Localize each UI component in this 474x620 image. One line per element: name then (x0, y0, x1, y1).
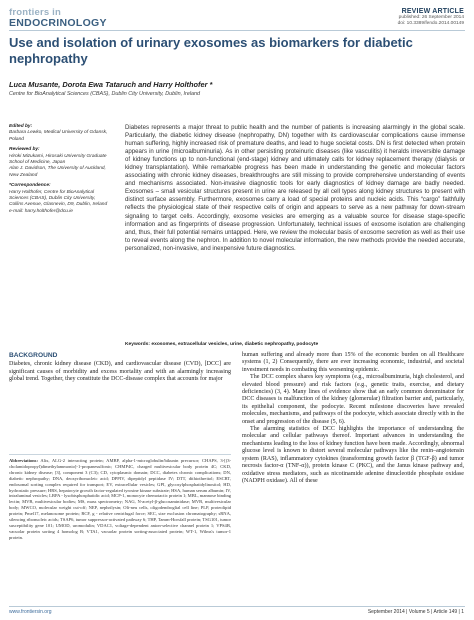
abstract: Diabetes represents a major threat to public health and the number of patients is increasing alarmingly in the global scale. Particularly, the diabetic kidney disease (nephropathy, DN) together with its cardiovascular complications cause immense human suffering, highly increased risk of premature deaths, and lead to huge societal costs. DN is first detected when protein appears in urine (microalbuminuria). As in other persisting proteinuric diseases (like vasculitis) it heralds irreversible damage of kidney functions up to non-functional (end-stage) kidney and ultimately calls for kidney replacement therapy (dialysis or kidney transplantation). While remarkable progress has been made in understanding the genetic and molecular factors associating with chronic kidney diseases, breakthroughs are still missing to provide comprehensive understanding of events and mechanisms associated. Non-invasive diagnostic tools for early diagnostics of kidney damage are badly needed. Exosomes – small vesicular structures present in urine are released by all cell types along kidney structures to present with distinct surface assembly. Furthermore, exosomes carry a load of special proteins and nucleic acids. This “cargo” faithfully reflects the physiological state of their respective cells of origin and appears to serve as a new pathway for down-stream signaling to target cells. Accordingly, exosome vesicles are emerging as a valuable source for disease stage-specific information and as fingerprints of disease progression. Unfortunately, technical issues of exosome isolation are challenging and, thus, their full potential remains untapped. Here, we review the molecular basis of exosome secretion as well as their use to reveal events along the nephron. In addition to novel molecular information, the new methods provide the needed accurate, personalized, non-invasive, and inexpensive future diagnostics. (125, 124, 465, 252)
footer-divider (9, 606, 465, 607)
reviewed-by-label: Reviewed by: (9, 147, 40, 153)
section-heading-background: BACKGROUND (9, 352, 58, 359)
editorial-sidebar (9, 124, 109, 219)
edited-by: Barbara Lewko, Medical University of Gdansk, Poland (9, 130, 108, 142)
journal-website-link[interactable]: www.frontiersin.org (9, 609, 52, 615)
edited-by-label: Edited by: (9, 124, 33, 129)
keywords (125, 342, 465, 347)
published-date: published: 26 September 2014 (398, 15, 464, 20)
article-title: Use and isolation of urinary exosomes as biomarkers for diabetic nephropathy (9, 35, 413, 66)
doi[interactable]: doi: 10.3389/fendo.2014.00149 (397, 20, 464, 26)
author-list: Luca Musante, Dorota Ewa Tataruch and Harry Holthofer * (9, 80, 213, 89)
correspondence-label: *Correspondence: (9, 183, 51, 189)
left-column (9, 352, 231, 384)
journal-name-line2: ENDOCRINOLOGY (9, 17, 107, 29)
correspondence: Harry Holthofer, Centre for BioAnalytical Sciences (CBAS), Dublin City University, Collins Avenue, Glasnevin, D9, Dublin, Ireland e-mail: harry.holthofer@dcu.ie (9, 189, 108, 214)
body-paragraph: The DCC complex shares key symptoms (e.g., microalbuminuria, high cholesterol, and elevated blood pressure) and risk factors (e.g., genetic traits, exercise, and dietary deficiencies) (3, 4). Many lines of evidence show that an early common denominator for DCC diseases is malfunction of the kidney (glomerular) filtration barrier and, particularly, its epithelial component, the podocyte. Recent milestone discoveries have revealed molecules, mechanisms, and pathways of the podocyte, which associate directly with in the onset and progression of the disease (5, 6). (242, 374, 464, 425)
abbreviations-block (9, 458, 231, 541)
body-paragraph: human suffering and already more than 15% of the economic burden on all Healthcare systems (1, 2) Consequently, there are ever increasing economic, industrial, and societal investment needs in combating this worsening epidemic. (242, 352, 464, 373)
journal-logo (9, 7, 107, 29)
reviewed-by: Hiroki Mizukami, Hirosaki University Graduate School of Medicine, Japan Alan J. Davidson, The University of Auckland, New Zealand (9, 153, 107, 178)
keywords-list: exosomes, extracellular vesicles, urine, diabetic nephropathy, podocyte (151, 342, 319, 347)
keywords-label: Keywords: (125, 342, 151, 347)
abbreviations-text: Alix, ALG-2 interacting protein; AMBP, alpha-1-microglobulin/bikunin precursor; CHAPS, 3-[(3-cholamidopropyl)dimethylammonio]-1-propanesulfonic; CHMP4C, charged multivesicular body protein 4C; CKD, chronic kidney disease; [3], component 3 (C3); CD, cytoplasmic domain; DCC, diabetes chronic complications; DN, diabetic nephropathy; DNA, deoxyribonucleic acid; DPPIV, dipeptidyl peptidase IV; DTT, dithiothreitol; ESCRT, endosomal sorting complex required for transport; EV, extracellular vesicles; GPI, glycosylphosphatidylinositol; HD, hydrostatic pressure; HRS, hepatocyte growth factor-regulated tyrosine kinase substrate; HSA, human serum albumin; IV, intraluminal vesicles; LBPA - lysobisphosphatidic acid; MCP-1, monocyte chemotactic protein 1; MBL, mannose binding lectin; MVB, multivesicular bodies; MS, mass spectrometry; NAG, N-acetyl-β-glucosaminidase; MVB, multivesicular body; MWCO, molecular weight cut-off; NEP, nephrilysin; Oli-neu cells, oligodendroglial cell line; PLP, proteolipid protein; Pmel17, melanosome protein; RCF, g - relative centrifugal force; SEC, size exclusion chromatography; sRNA, silencing ribonucleic acids; TSAP6, tumor suppressor-activated pathway 6; THP, Tamm-Horsfall protein; TSG101, tumor susceptibility gene 101; UMOD, uromodulin; VDAC1, voltage-dependent anion-selective channel protein 1; VPS4B, vacuolar protein sorting 4 homolog B; VTA1, vacuolar protein sorting-associated protein; WT-1, Wilms's tumor-1 protein. (9, 458, 231, 540)
abbreviations-divider (9, 454, 231, 455)
affiliation: Centre for BioAnalytical Sciences (CBAS), Dublin City University, Dublin, Ireland (9, 91, 201, 97)
body-paragraph: The alarming statistics of DCC highlights the importance of understanding the molecular and cellular pathways thereof. Important advances in understanding the mechanisms leading to the loss of kidney function have been made. Accordingly, abnormal glucose level is known to distort several molecular pathways like the renin–angiotensin system (RAS), inflammatory cytokines (transforming growth factor β (TGF-β) and tumor necrosis factor-α (TNF-α)), protein kinase C (PKC), and the Janus kinase pathway and, oxidative stress mediators, such as nicotinamide adenine dinucleotide phosphate oxidase (NADPH oxidase). All of these (242, 426, 464, 484)
body-paragraph: Diabetes, chronic kidney disease (CKD), and cardiovascular disease (CVD), [DCC] are significant causes of morbidity and excess mortality and with an alarmingly increasing global trend. Together, they constitute the DCC-disease complex that accounts for major (9, 361, 231, 383)
journal-name-line1: frontiers in (9, 7, 62, 18)
article-meta (398, 8, 464, 27)
article-type: REVIEW ARTICLE (401, 8, 464, 15)
right-column (242, 352, 464, 485)
abbreviations-label: Abbreviations: (9, 458, 38, 463)
header-divider (9, 30, 465, 31)
issue-info: September 2014 | Volume 5 | Article 149 | 1 (367, 609, 464, 615)
